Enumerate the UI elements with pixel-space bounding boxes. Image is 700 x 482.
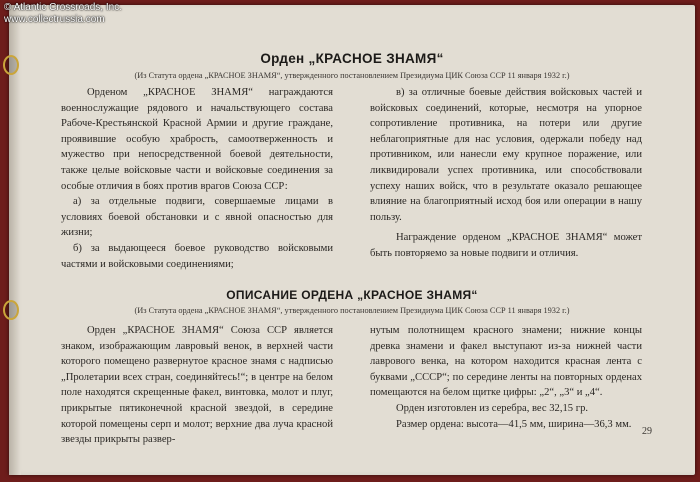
section1-title: Орден „КРАСНОЕ ЗНАМЯ“ bbox=[260, 51, 444, 66]
watermark-url: www.collectrussia.com bbox=[4, 14, 105, 25]
section2-paragraph: Орден „КРАСНОЕ ЗНАМЯ“ Союза ССР является знаком, изображающим лавровый венок, в верхней части которого помещено развернутое красное знамя с надписью „Пролетарии всех стран, соединяйтесь!“; в центре на белом поле находятся скрещенные факел, винтовка, молот и плуг, прикрытые пятиконечной красной звездой, в середине которой помещены серп и молот; верхние два луча красной звезды прикрыты развер- bbox=[61, 325, 333, 446]
watermark bbox=[4, 2, 122, 26]
section2-right-column bbox=[370, 323, 642, 432]
section1-paragraph: Орденом „КРАСНОЕ ЗНАМЯ“ награждаются военнослужащие рядового и начальствующего состава Рабоче-Крестьянской Красной Армии и другие граждане, проявившие особую храбрость, самоотверженность и мужество при непосредственной боевой деятельности, также целые войсковые части и войсковые соединения за особые отличия в боях против врагов Союза ССР: bbox=[61, 87, 333, 192]
section1-left-column bbox=[61, 85, 333, 272]
section1-paragraph: Награждение орденом „КРАСНОЕ ЗНАМЯ“ может быть повторяемо за новые подвиги и отличия. bbox=[370, 232, 642, 259]
watermark-copyright: © Atlantic Crossroads, Inc. bbox=[4, 2, 122, 13]
section2-subtitle: (Из Статута ордена „КРАСНОЕ ЗНАМЯ“, утвержденного постановлением Президиума ЦИК Союза ССР 11 января 1932 г.) bbox=[134, 306, 570, 315]
section2-title: ОПИСАНИЕ ОРДЕНА „КРАСНОЕ ЗНАМЯ“ bbox=[226, 288, 478, 302]
section1-paragraph: в) за отличные боевые действия войсковых частей и войсковых соединений, которые, несмотря на упорное сопротивление противника, на потери или другие неблагоприятные для нас условия, одержали победу над противником, или нанесли ему крупное поражение, или ликвидировали успех противника, или способствовали успеху наших войск, что в результате оказало решающее влияние на благоприятный исход боя или операции в нашу пользу. bbox=[370, 87, 642, 223]
section1-paragraph: б) за выдающееся боевое руководство войсковыми частями и войсковыми соединениями; bbox=[61, 242, 333, 270]
section1-right-column bbox=[370, 85, 642, 262]
document-page bbox=[9, 5, 695, 475]
section1-subtitle: (Из Статута ордена „КРАСНОЕ ЗНАМЯ“, утвержденного постановлением Президиума ЦИК Союза ССР 11 января 1932 г.) bbox=[134, 71, 570, 80]
section1-paragraph: а) за отдельные подвиги, совершаемые лицами в условиях боевой обстановки и с явной опасностью для жизни; bbox=[61, 196, 333, 239]
section2-left-column bbox=[61, 323, 333, 448]
page-number: 29 bbox=[642, 426, 652, 437]
section2-paragraph: нутым полотнищем красного знамени; нижние концы древка знамени и факел выступают из-за нижней части лаврового венка, на котором находится красная лента с буквами „СССР“; по середине ленты на повторных орденах помещаются на белом щитке цифры: „2“, „3“ и „4“. bbox=[370, 325, 642, 399]
section2-paragraph: Размер ордена: высота—41,5 мм, ширина—36,3 мм. bbox=[396, 418, 632, 430]
section2-paragraph: Орден изготовлен из серебра, вес 32,15 гр. bbox=[396, 402, 589, 414]
